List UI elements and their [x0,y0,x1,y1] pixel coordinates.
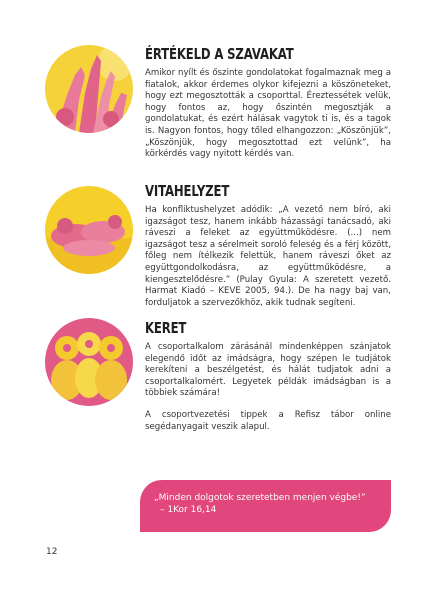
section-vitahelyzet [145,183,391,309]
photo-group-circle [45,318,133,406]
page-number: 12 [46,547,58,557]
section-body: Amikor nyílt és őszinte gondolatokat fogalmaznak meg a fiatalok, akkor érdemes olykor kifejezni a köszöneteket, hogy ezt megosztották a csoporttal. Éreztessétek velük, hogy fontos az, hogy őszintén megosztják a gondolatukat, és ezért hálásak vagytok ti is, és a tagok is. Nagyon fontos, hogy tőled elhangozzon: „Köszönjük”, „Köszönjük, hogy megosztottad ezt velünk”, ha körkérdés vagy nyitott kérdés van. [145,68,391,160]
source-note: A csoportvezetési tippek a Refisz tábor online segédanyagait veszik alapul. [145,410,391,432]
section-keret [145,320,391,400]
section-heading: KERET [145,319,187,337]
section-ertekeld [145,46,391,161]
section-body: A csoportalkalom zárásánál mindenképpen szánjatok elegendő időt az imádságra, hogy szépen le tudjátok kerekíteni a beszélgetést, és hálát tudjatok adni a csoportalkalomért. Legyetek példák imádságban is a többiek számára! [145,342,391,399]
section-heading: VITAHELYZET [145,182,230,200]
photo-raised-hands [45,45,133,133]
photo-group-lying [45,186,133,274]
quote-reference: – 1Kor 16,14 [160,505,217,515]
section-body: Ha konfliktushelyzet adódik: „A vezető nem bíró, aki igazságot tesz, hanem inkább házassági tanácsadó, aki ráveszi a feleket az együttműködésre. (...) nem igazságot tesz a sérelmeit soroló feleség és a férj között, főleg nem ítélkezik felettük, hanem ráveszi őket az együttgondolkodásra, az együttműködésre, a kiengesztelődésre.” (Pulay Gyula: A szeretett vezető. Harmat Kiadó – KEVE 2005, 94.). De ha nagy baj van, forduljatok a szervezőkhöz, akik tudnak segíteni. [145,205,391,308]
section-heading: ÉRTÉKELD A SZAVAKAT [145,45,294,63]
quote-box [140,480,391,532]
quote-text: „Minden dolgotok szeretetben menjen végbe!” [154,493,366,503]
